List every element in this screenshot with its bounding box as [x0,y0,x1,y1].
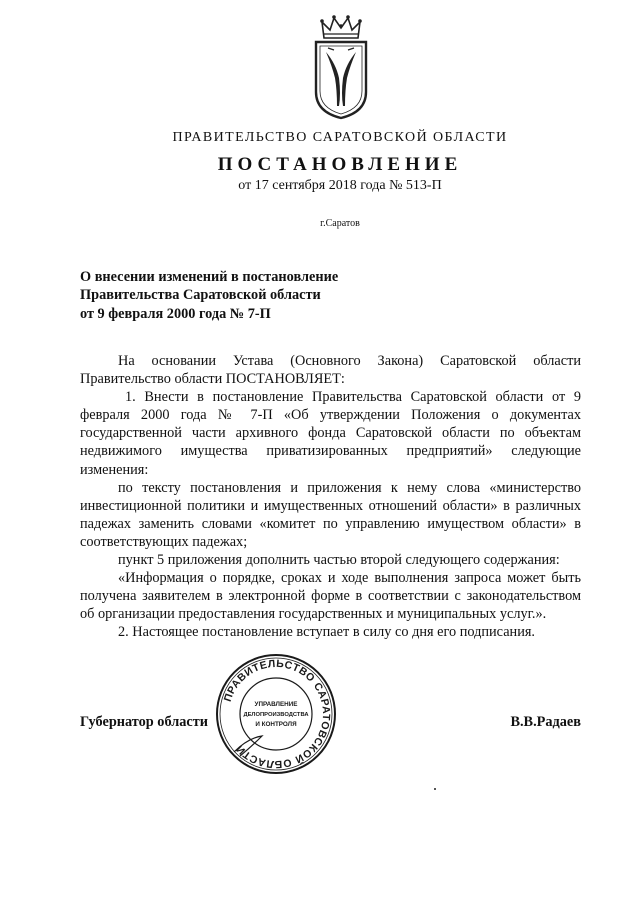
stamp-inner-line-3: И КОНТРОЛЯ [255,721,297,728]
heading-line-3: от 9 февраля 2000 года № 7-П [80,305,271,322]
paragraph-quote: «Информация о порядке, сроках и ходе выполнения запроса может быть получена заявителем в электронной форме в соответствии с законодательством об организации предоставления государственных и муниципальных услуг.». [80,570,581,623]
government-name: ПРАВИТЕЛЬСТВО САРАТОВСКОЙ ОБЛАСТИ [172,130,508,145]
stamp-inner-line-2: ДЕЛОПРОИЗВОДСТВА [243,712,309,718]
paragraph-replacement: по тексту постановления и приложения к нему слова «министерство инвестиционной политики и имущественных отношений области» в различных падежах заменить словами «комитет по управлению имуществом области» в соответствующих падежах; [80,479,581,550]
document-date-number: от 17 сентября 2018 года № 513-П [238,178,442,193]
official-stamp [214,652,338,776]
heading-line-1: О внесении изменений в постановление [80,269,339,285]
paragraph-preamble: На основании Устава (Основного Закона) Саратовской области Правительство области ПОСТАНОВЛЯЕТ: [80,353,581,388]
signatory-name: В.В.Радаев [510,714,581,730]
heading-line-2: Правительства Саратовской области [80,287,321,304]
document-type: ПОСТАНОВЛЕНИЕ [217,154,463,175]
paragraph-addition: пункт 5 приложения дополнить частью второй следующего содержания: [118,552,560,569]
paragraph-item-2: 2. Настоящее постановление вступает в силу со дня его подписания. [118,624,535,641]
stamp-inner-line-1: УПРАВЛЕНИЕ [254,701,298,708]
signatory-title: Губернатор области [80,714,209,730]
paragraph-item-1: 1. Внести в постановление Правительства Саратовской области от 9 февраля 2000 года № 7-П «Об утверждении Положения о документах государственной части архивного фонда Саратовской области по объектам недвижимого имущества приватизированных предприятий» следующие изменения: [80,389,581,478]
document-body [80,352,581,642]
document-heading [80,268,400,323]
city-name: г.Саратов [320,218,360,229]
stamp-outer-text: ПРАВИТЕЛЬСТВО САРАТОВСКОЙ ОБЛАСТИ [221,657,333,771]
scan-speck [434,788,436,790]
coat-of-arms-icon [312,14,370,120]
